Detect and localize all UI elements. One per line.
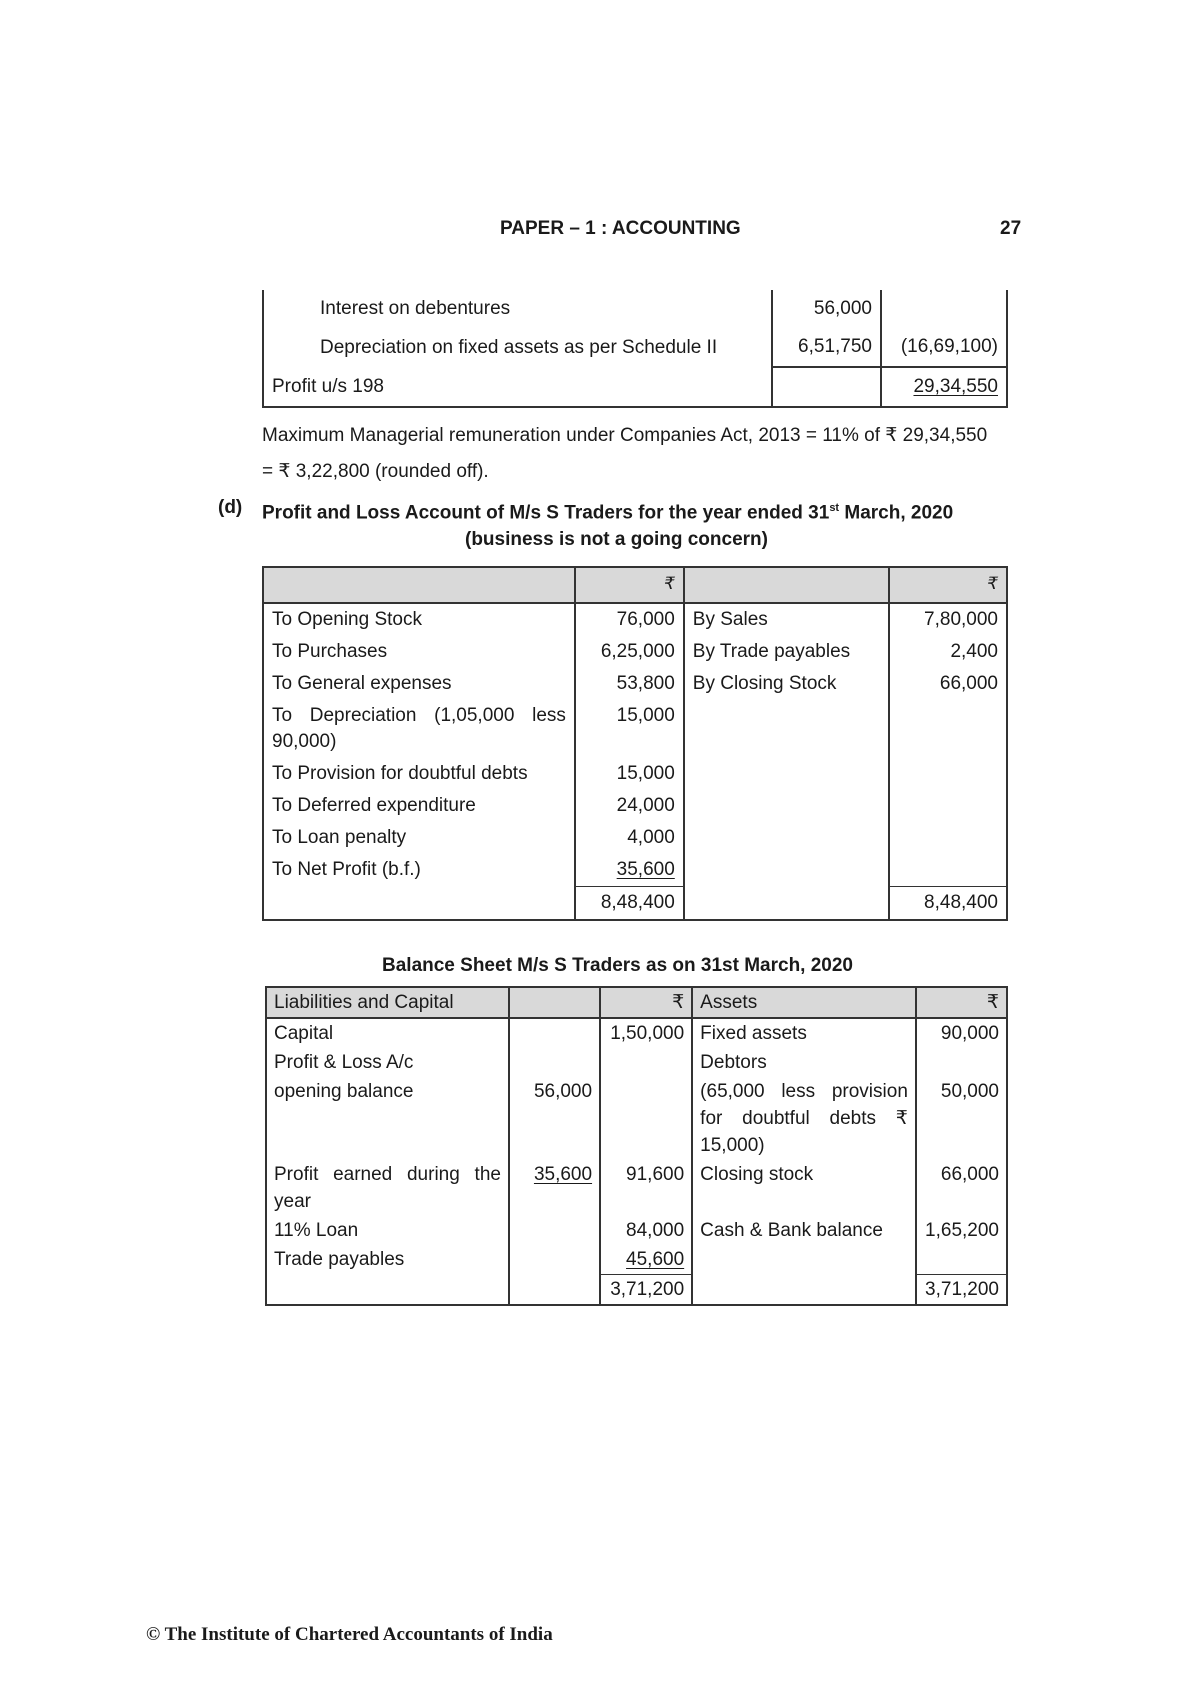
asset-amount: 50,000 (916, 1077, 1007, 1160)
debit-amount: 53,800 (575, 668, 684, 700)
debit-label: To Depreciation (1,05,000 less 90,000) (263, 700, 575, 758)
currency-symbol: ₹ (600, 987, 692, 1018)
liability-amount: 91,600 (600, 1160, 692, 1216)
page-number: 27 (1000, 218, 1022, 239)
row-amount (772, 367, 881, 407)
asset-amount: 90,000 (916, 1018, 1007, 1048)
table-header (263, 567, 1007, 603)
currency-symbol: ₹ (916, 987, 1007, 1018)
footer-copyright: © The Institute of Chartered Accountants of India (146, 1624, 553, 1645)
liability-amount: 84,000 (600, 1216, 692, 1245)
row-label: Depreciation on fixed assets as per Schedule II (263, 328, 772, 367)
remuneration-line-2: = ₹ 3,22,800 (rounded off). (262, 461, 489, 482)
debit-label: To Net Profit (b.f.) (263, 854, 575, 887)
debit-label: To Deferred expenditure (263, 790, 575, 822)
page-title: PAPER – 1 : ACCOUNTING (500, 218, 741, 239)
total-assets: 3,71,200 (916, 1275, 1007, 1306)
profit-computation-table (262, 290, 1008, 408)
liability-amount: 45,600 (626, 1249, 685, 1270)
table-row (263, 758, 1007, 790)
liability-amount: 1,50,000 (600, 1018, 692, 1048)
credit-amount: 7,80,000 (889, 603, 1007, 636)
table-row (263, 603, 1007, 636)
debit-amount: 24,000 (575, 790, 684, 822)
table-row (266, 1245, 1007, 1275)
table-row (266, 1160, 1007, 1216)
balance-sheet-table (265, 986, 1008, 1306)
section-label: (d) (218, 497, 243, 518)
table-row (266, 1018, 1007, 1048)
title-sup: st (829, 502, 840, 514)
title-text: Profit and Loss Account of M/s S Traders for the year ended 31 (262, 502, 830, 524)
title-text-end: March, 2020 (839, 502, 954, 524)
liability-label: Profit earned during the year (266, 1160, 509, 1216)
table-row (263, 367, 1007, 407)
row-total (881, 290, 1007, 328)
asset-label: Debtors (692, 1048, 916, 1077)
total-credit: 8,48,400 (889, 887, 1007, 921)
asset-label: Cash & Bank balance (692, 1216, 916, 1245)
liability-label: Profit & Loss A/c (266, 1048, 509, 1077)
table-row (263, 636, 1007, 668)
totals-row (266, 1275, 1007, 1306)
liability-label: Capital (266, 1018, 509, 1048)
table-row (263, 822, 1007, 854)
debit-amount: 15,000 (575, 700, 684, 758)
credit-label: By Sales (684, 603, 889, 636)
currency-symbol: ₹ (889, 567, 1007, 603)
remuneration-line-1: Maximum Managerial remuneration under Companies Act, 2013 = 11% of ₹ 29,34,550 (262, 425, 988, 446)
total-debit: 8,48,400 (575, 887, 684, 921)
asset-amount: 1,65,200 (916, 1216, 1007, 1245)
table-row (266, 1048, 1007, 1077)
asset-label: Fixed assets (692, 1018, 916, 1048)
asset-label: (65,000 less provision for doubtful debts ₹ 15,000) (692, 1077, 916, 1160)
liability-sub-amount: 35,600 (533, 1164, 593, 1185)
liability-label: 11% Loan (266, 1216, 509, 1245)
table-row (266, 1077, 1007, 1160)
debit-label: To Purchases (263, 636, 575, 668)
credit-label: By Closing Stock (684, 668, 889, 700)
table-header (266, 987, 1007, 1018)
currency-symbol: ₹ (575, 567, 684, 603)
debit-amount: 4,000 (575, 822, 684, 854)
section-subtitle: (business is not a going concern) (465, 529, 768, 550)
credit-label: By Trade payables (684, 636, 889, 668)
debit-label: To Loan penalty (263, 822, 575, 854)
row-label: Interest on debentures (263, 290, 772, 328)
debit-amount: 15,000 (575, 758, 684, 790)
debit-amount: 6,25,000 (575, 636, 684, 668)
row-amount: 56,000 (772, 290, 881, 328)
asset-amount: 66,000 (916, 1160, 1007, 1216)
row-label: Profit u/s 198 (263, 367, 772, 407)
row-amount: 6,51,750 (772, 328, 881, 367)
row-total: (16,69,100) (881, 328, 1007, 367)
profit-total: 29,34,550 (913, 376, 998, 397)
asset-label: Closing stock (692, 1160, 916, 1216)
debit-amount: 76,000 (575, 603, 684, 636)
liability-label: Trade payables (266, 1245, 509, 1275)
debit-amount: 35,600 (616, 859, 675, 880)
assets-heading: Assets (692, 987, 916, 1018)
table-row (263, 854, 1007, 887)
table-row (263, 290, 1007, 328)
debit-label: To General expenses (263, 668, 575, 700)
table-row (263, 328, 1007, 367)
credit-amount: 66,000 (889, 668, 1007, 700)
debit-label: To Provision for doubtful debts (263, 758, 575, 790)
liability-label: opening balance (266, 1077, 509, 1160)
liabilities-heading: Liabilities and Capital (266, 987, 509, 1018)
totals-row (263, 887, 1007, 921)
total-liabilities: 3,71,200 (600, 1275, 692, 1306)
balance-sheet-title: Balance Sheet M/s S Traders as on 31st March, 2020 (382, 955, 854, 976)
table-row (263, 700, 1007, 758)
credit-amount: 2,400 (889, 636, 1007, 668)
debit-label: To Opening Stock (263, 603, 575, 636)
table-row (266, 1216, 1007, 1245)
profit-loss-table (262, 566, 1008, 921)
liability-sub-amount: 56,000 (509, 1077, 600, 1160)
table-row (263, 790, 1007, 822)
table-row (263, 668, 1007, 700)
